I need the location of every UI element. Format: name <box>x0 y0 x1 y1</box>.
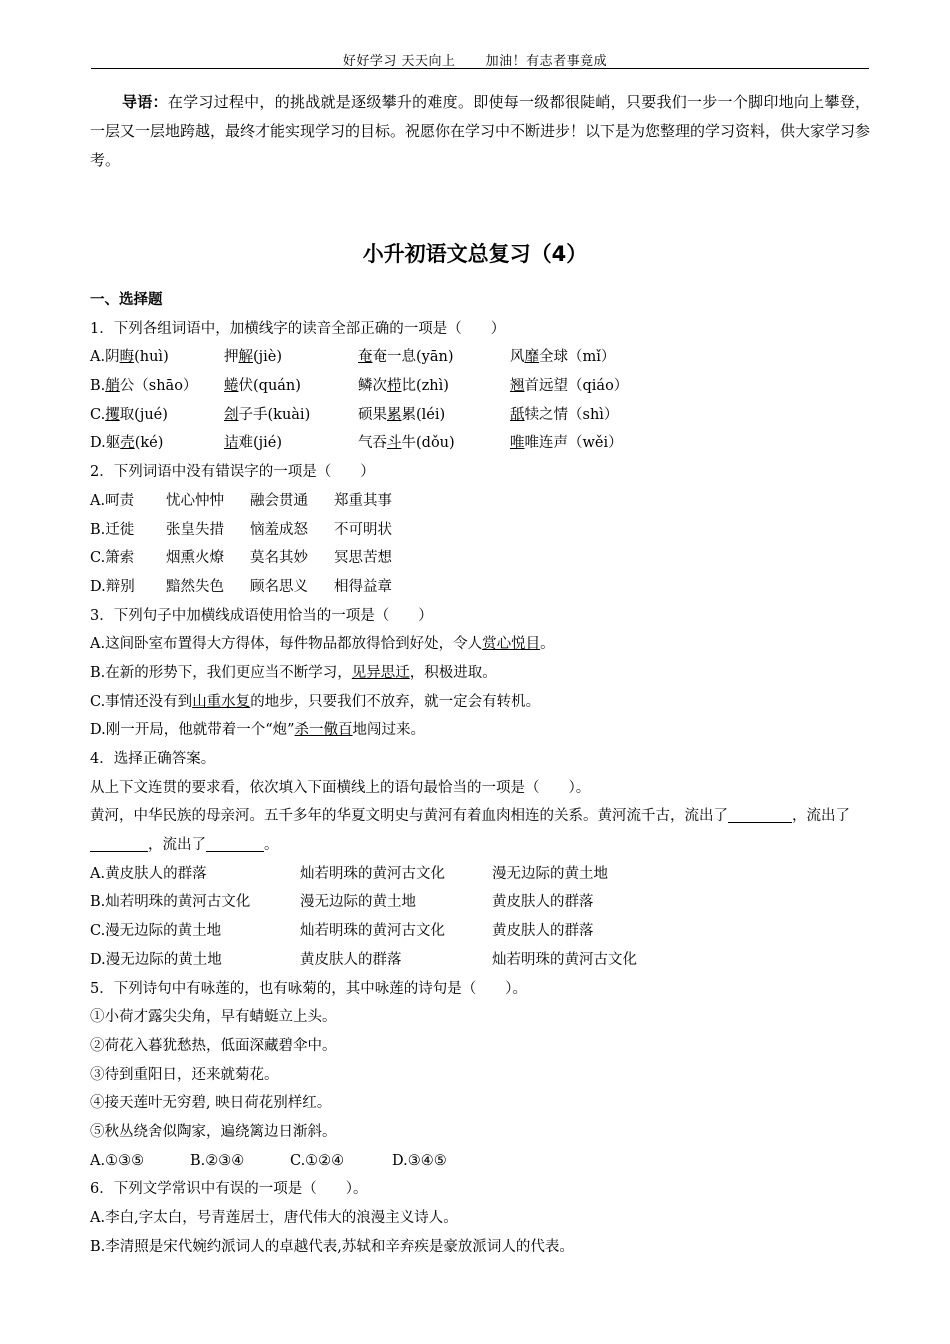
option-word: 黯然失色 <box>166 578 224 595</box>
option-word: 忧心忡忡 <box>166 492 224 509</box>
underlined-idiom: 杀一儆百 <box>294 722 353 739</box>
passage-text-3: ，流出了 <box>148 837 206 854</box>
question-3-options <box>90 630 870 745</box>
underlined-char: 蜷 <box>224 378 239 395</box>
sentence-text: D.刚一开局，他就带着一个“炮” <box>90 722 295 739</box>
underlined-char: 翘 <box>510 378 525 395</box>
option-row <box>90 1233 870 1262</box>
underlined-char: 刽 <box>224 406 239 423</box>
question-4-passage <box>90 802 870 859</box>
option-text: 气吞 <box>358 435 387 452</box>
option-text: D.躯 <box>90 435 121 452</box>
underlined-char: 解 <box>238 349 253 366</box>
option-text: 唯连声（wěi） <box>524 435 623 452</box>
option-cell <box>90 429 224 458</box>
question-4-stem: 4．选择正确答案。 <box>90 751 216 767</box>
option-cell <box>224 343 358 372</box>
question-1-stem: 1．下列各组词语中，加横线字的读音全部正确的一项是（ ） <box>90 320 506 337</box>
option-text: 全球（mǐ） <box>539 349 616 366</box>
sentence-text: 地闯过来。 <box>352 722 426 739</box>
intro-text: 在学习过程中，的挑战就是逐级攀升的难度。即使每一级都很陡峭，只要我们一步一个脚印地向上攀登，一层又一层地跨越，最终才能实现学习的目标。祝愿你在学习中不断进步！以下是为您整理的学习资料，供大家学习参考。 <box>90 93 871 169</box>
question-3-stem: 3．下列句子中加横线成语使用恰当的一项是（ ） <box>90 607 433 624</box>
option-text: 子手(kuài) <box>238 406 311 423</box>
question-5-stem: 5．下列诗句中有咏莲的，也有咏菊的，其中咏莲的诗句是（ ）。 <box>90 980 527 997</box>
option-word: C.箫索 <box>90 550 135 567</box>
question-6-stem: 6．下列文学常识中有误的一项是（ ）。 <box>90 1181 368 1198</box>
underlined-char: 壳 <box>120 435 135 452</box>
option-cell <box>90 343 224 372</box>
sentence-text: C.事情还没有到 <box>90 693 193 710</box>
question-5-options <box>90 1147 870 1176</box>
sentence-text: B.在新的形势下，我们更应当不断学习， <box>90 664 352 681</box>
option-row <box>90 343 870 372</box>
poem-row <box>90 1118 870 1147</box>
header-right-text: 加油！有志者事竟成 <box>485 54 608 69</box>
option-cell <box>510 372 710 401</box>
option-phrase: B.灿若明珠的黄河古文化 <box>90 894 251 911</box>
option-cell <box>510 401 710 430</box>
underlined-char: 诘 <box>224 435 239 452</box>
option-row <box>90 516 870 545</box>
option-text: 犊之情（shì） <box>524 406 619 423</box>
poem-line: ③待到重阳日，还来就菊花。 <box>90 1066 279 1083</box>
option-phrase: 黄皮肤人的群落 <box>492 923 594 940</box>
document-body <box>90 286 870 1261</box>
poem-line: ②荷花入暮犹愁热，低面深藏碧伞中。 <box>90 1037 337 1054</box>
option-phrase: 灿若明珠的黄河古文化 <box>300 865 445 882</box>
option-text: C. <box>90 406 106 423</box>
underlined-char: 奄 <box>358 349 373 366</box>
answer-option: A.①③⑤ <box>90 1152 145 1169</box>
option-phrase: A.黄皮肤人的群落 <box>90 865 207 882</box>
passage-text-2: ，流出了 <box>792 808 850 825</box>
underlined-char: 靡 <box>524 349 539 366</box>
option-phrase: 黄皮肤人的群落 <box>300 951 402 968</box>
page-header <box>0 50 950 69</box>
option-text: A.李白,字太白，号青莲居士，唐代伟大的浪漫主义诗人。 <box>90 1210 458 1227</box>
poem-line: ①小荷才露尖尖角，早有蜻蜓立上头。 <box>90 1009 337 1026</box>
document-title: 小升初语文总复习（4） <box>362 242 588 266</box>
question-5-poems <box>90 1003 870 1146</box>
option-row <box>90 917 870 946</box>
option-text: A.阴 <box>90 349 120 366</box>
intro-label: 导语： <box>122 93 168 111</box>
option-cell <box>224 401 358 430</box>
underlined-idiom: 赏心悦目 <box>482 636 541 653</box>
sentence-text: 的地步，只要我们不放弃，就一定会有转机。 <box>250 693 541 710</box>
passage-text-1: 黄河，中华民族的母亲河。五千多年的华夏文明史与黄河有着血肉相连的关系。黄河流千古，流出了 <box>90 808 728 825</box>
option-row <box>90 372 870 401</box>
underlined-idiom: 见异思迁 <box>351 664 410 681</box>
option-cell <box>90 401 224 430</box>
option-phrase: 灿若明珠的黄河古文化 <box>300 923 445 940</box>
option-text: (ké) <box>134 435 164 452</box>
header-rule <box>91 68 869 69</box>
option-phrase: 漫无边际的黄土地 <box>300 894 416 911</box>
option-sentence <box>90 716 870 745</box>
option-row <box>90 888 870 917</box>
option-row <box>90 860 870 889</box>
option-cell <box>510 343 710 372</box>
option-word: A.呵责 <box>90 492 135 509</box>
poem-line: ⑤秋丛绕舍似陶家，遍绕篱边日渐斜。 <box>90 1123 337 1140</box>
poem-line: ④接天莲叶无穷碧, 映日荷花别样红。 <box>90 1095 332 1112</box>
option-cell <box>358 343 510 372</box>
option-word: 烟熏火燎 <box>166 550 224 567</box>
question-2-options <box>90 487 870 602</box>
option-sentence <box>90 688 870 717</box>
underlined-char: 艄 <box>105 378 120 395</box>
poem-row <box>90 1032 870 1061</box>
option-row <box>90 401 870 430</box>
option-text: 累(léi) <box>401 406 446 423</box>
poem-row <box>90 1089 870 1118</box>
option-cell <box>224 429 358 458</box>
option-text: 奄一息(yān) <box>372 349 454 366</box>
answer-option: B.②③④ <box>190 1152 245 1169</box>
option-row <box>90 544 870 573</box>
option-cell <box>224 372 358 401</box>
option-cell <box>358 429 510 458</box>
option-phrase: D.漫无边际的黄土地 <box>90 951 222 968</box>
underlined-idiom: 山重水复 <box>192 693 251 710</box>
option-phrase: 灿若明珠的黄河古文化 <box>492 951 637 968</box>
underlined-char: 栉 <box>387 378 402 395</box>
option-phrase: 黄皮肤人的群落 <box>492 894 594 911</box>
option-word: 恼羞成怒 <box>250 521 308 538</box>
sentence-text: ，积极进取。 <box>409 664 497 681</box>
sentence-text: A.这间卧室布置得大方得体，每件物品都放得恰到好处，令人 <box>90 636 483 653</box>
option-row <box>90 573 870 602</box>
option-row <box>90 487 870 516</box>
option-text: 难(jié) <box>238 435 283 452</box>
intro-paragraph <box>90 88 870 175</box>
option-text: 取(jué) <box>119 406 168 423</box>
option-text: (jiè) <box>253 349 283 366</box>
option-text: 风 <box>510 349 525 366</box>
option-cell <box>358 401 510 430</box>
option-row <box>90 1204 870 1233</box>
option-text: 鳞次 <box>358 378 387 395</box>
option-text: (huì) <box>134 349 169 366</box>
option-text: 伏(quán) <box>238 378 301 395</box>
option-text: B. <box>90 378 106 395</box>
underlined-char: 唯 <box>510 435 525 452</box>
option-cell <box>510 429 710 458</box>
underlined-char: 攫 <box>105 406 120 423</box>
section-heading: 一、选择题 <box>90 292 163 308</box>
option-word: 张皇失措 <box>166 521 224 538</box>
option-text: 押 <box>224 349 239 366</box>
option-row <box>90 946 870 975</box>
option-word: 融会贯通 <box>250 492 308 509</box>
question-1-options <box>90 343 870 458</box>
sentence-text: 。 <box>540 636 555 653</box>
answer-blank-2[interactable] <box>90 835 148 852</box>
option-word: 顾名思义 <box>250 578 308 595</box>
option-cell <box>358 372 510 401</box>
poem-row <box>90 1003 870 1032</box>
answer-blank-3[interactable] <box>206 835 264 852</box>
option-word: 莫名其妙 <box>250 550 308 567</box>
option-text: B.李清照是宋代婉约派词人的卓越代表,苏轼和辛弃疾是豪放派词人的代表。 <box>90 1238 574 1255</box>
option-word: 不可明状 <box>334 521 392 538</box>
question-2-stem: 2．下列词语中没有错误字的一项是（ ） <box>90 464 375 481</box>
underlined-char: 晦 <box>119 349 135 366</box>
underlined-char: 舐 <box>510 406 525 423</box>
option-cell <box>90 372 224 401</box>
question-6-options <box>90 1204 870 1261</box>
option-text: 比(zhì) <box>401 378 449 395</box>
poem-row <box>90 1061 870 1090</box>
passage-text-4: 。 <box>264 837 279 854</box>
header-left-text: 好好学习 天天向上 <box>342 54 456 69</box>
question-4-options <box>90 860 870 975</box>
option-row <box>90 429 870 458</box>
underlined-char: 斗 <box>387 435 402 452</box>
option-text: 牛(dǒu) <box>401 435 455 452</box>
option-word: 郑重其事 <box>334 492 392 509</box>
answer-option: D.③④⑤ <box>392 1152 447 1169</box>
option-phrase: C.漫无边际的黄土地 <box>90 923 222 940</box>
option-sentence <box>90 630 870 659</box>
answer-blank-1[interactable] <box>728 806 792 823</box>
option-text: 硕果 <box>358 406 387 423</box>
option-sentence <box>90 659 870 688</box>
option-word: D.辩别 <box>90 578 135 595</box>
option-phrase: 漫无边际的黄土地 <box>492 865 608 882</box>
option-text: 公（shāo） <box>119 378 198 395</box>
underlined-char: 累 <box>387 406 402 423</box>
question-4-instruction: 从上下文连贯的要求看，依次填入下面横线上的语句最恰当的一项是（ ）。 <box>90 779 591 796</box>
answer-option: C.①②④ <box>290 1152 345 1169</box>
option-word: B.迁徙 <box>90 521 135 538</box>
option-word: 相得益章 <box>334 578 392 595</box>
option-text: 首远望（qiáo） <box>524 378 629 395</box>
option-word: 冥思苦想 <box>334 550 392 567</box>
